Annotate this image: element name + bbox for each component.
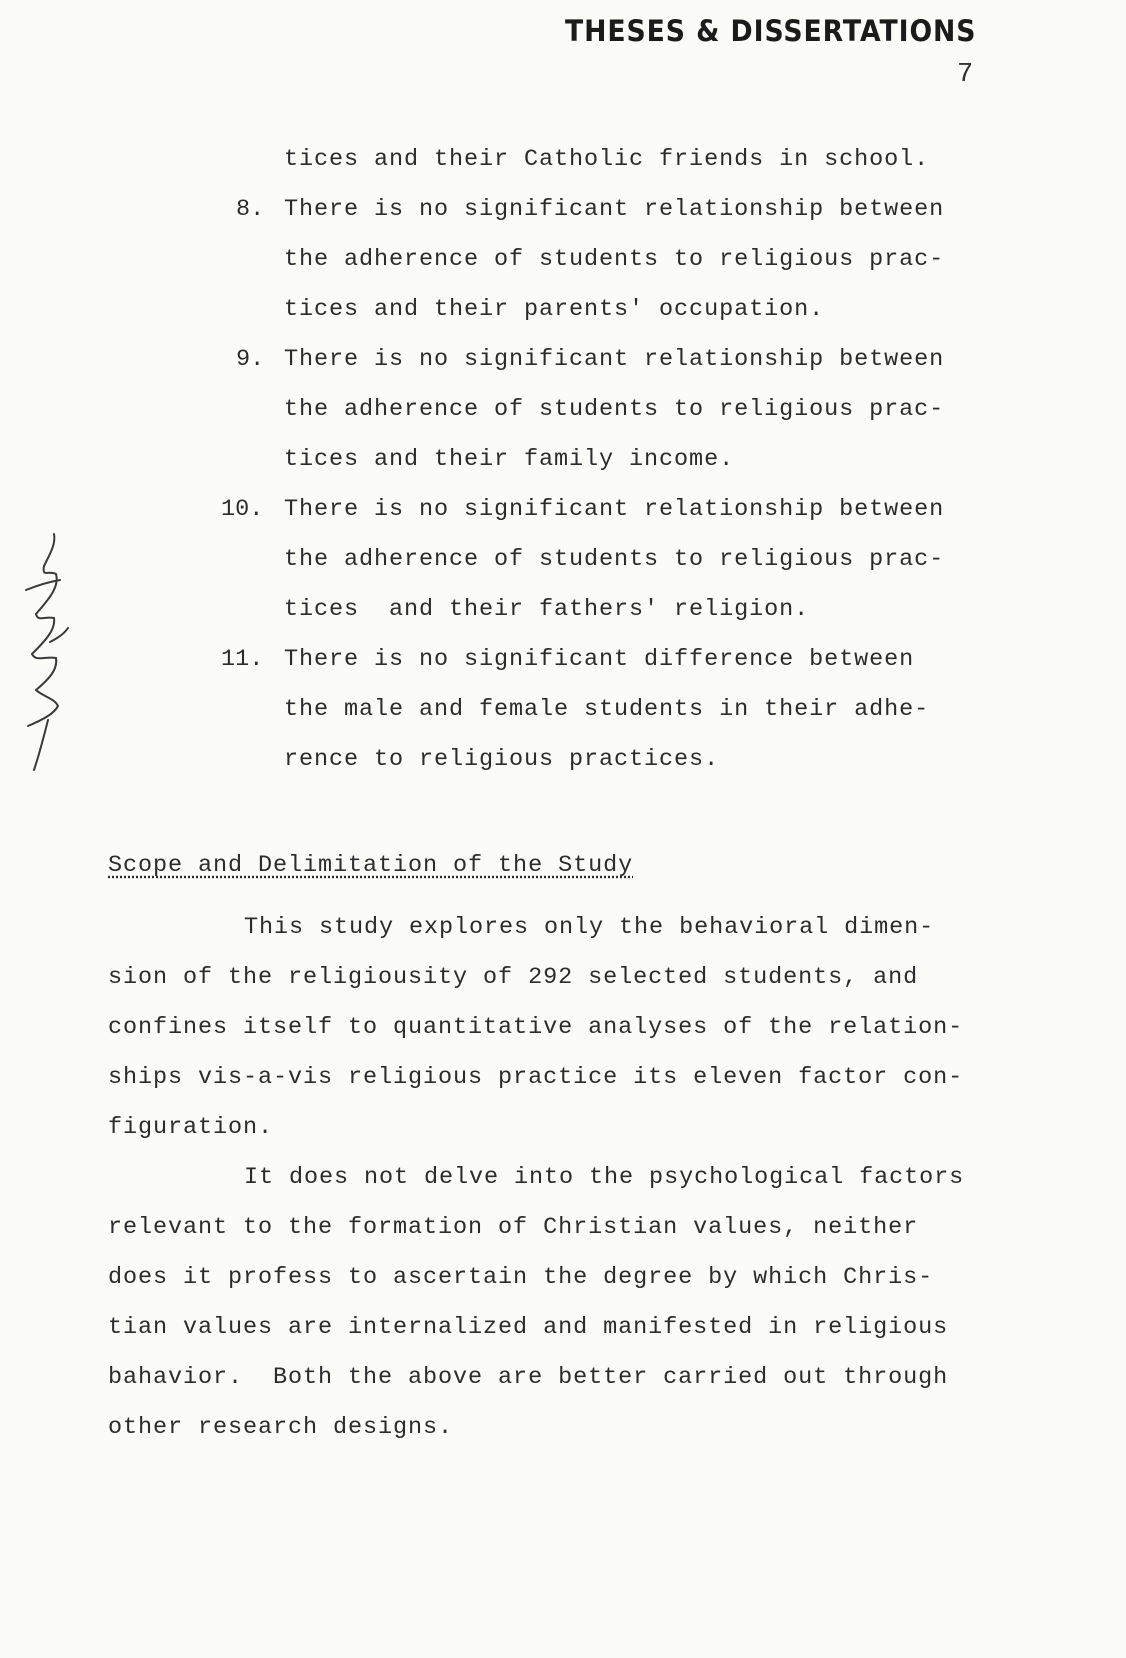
theses-dissertations-stamp: THESES & DISSERTATIONS [565,14,977,48]
scope-paragraph-1-line-2: sion of the religiousity of 292 selected students, and [108,964,919,991]
hypothesis-10-line-2: the adherence of students to religious prac- [284,546,945,573]
scope-paragraph-1-line-4: ships vis-a-vis religious practice its eleven factor con- [108,1064,964,1091]
scope-paragraph-1-line-5: figuration. [108,1114,274,1141]
hypothesis-11-line-2: the male and female students in their adhe- [284,696,930,723]
scope-paragraph-2-line-2: relevant to the formation of Christian values, neither [108,1214,919,1241]
hypothesis-10-line-3: tices and their fathers' religion. [284,596,810,623]
scope-paragraph-1-line-1: This study explores only the behavioral dimen- [244,914,935,941]
page-number: 7 [957,60,974,90]
hypothesis-8-line-3: tices and their parents' occupation. [284,296,825,323]
hypothesis-9-line-1: There is no significant relationship between [284,346,945,373]
handwritten-signature [14,530,74,780]
hypothesis-number: 8. [236,196,265,223]
hypothesis-number: 9. [236,346,265,373]
scope-paragraph-1-line-3: confines itself to quantitative analyses of the relation- [108,1014,964,1041]
hypothesis-10-line-1: There is no significant relationship between [284,496,945,523]
section-heading: Scope and Delimitation of the Study [108,852,634,879]
hypothesis-8-line-2: the adherence of students to religious prac- [284,246,945,273]
scope-paragraph-2-line-3: does it profess to ascertain the degree by which Chris- [108,1264,934,1291]
scope-paragraph-2-line-1: It does not delve into the psychological factors [244,1164,965,1191]
hypothesis-9-line-2: the adherence of students to religious prac- [284,396,945,423]
hypothesis-11-line-1: There is no significant difference between [284,646,915,673]
scope-paragraph-2-line-6: other research designs. [108,1414,454,1441]
hypothesis-9-line-3: tices and their family income. [284,446,735,473]
scope-paragraph-2-line-5: bahavior. Both the above are better carried out through [108,1364,949,1391]
hypothesis-8-line-1: There is no significant relationship between [284,196,945,223]
hypothesis-7-continuation: tices and their Catholic friends in school. [284,146,930,173]
hypothesis-number: 10. [221,496,264,523]
scope-paragraph-2-line-4: tian values are internalized and manifested in religious [108,1314,949,1341]
hypothesis-number: 11. [221,646,264,673]
hypothesis-11-line-3: rence to religious practices. [284,746,720,773]
